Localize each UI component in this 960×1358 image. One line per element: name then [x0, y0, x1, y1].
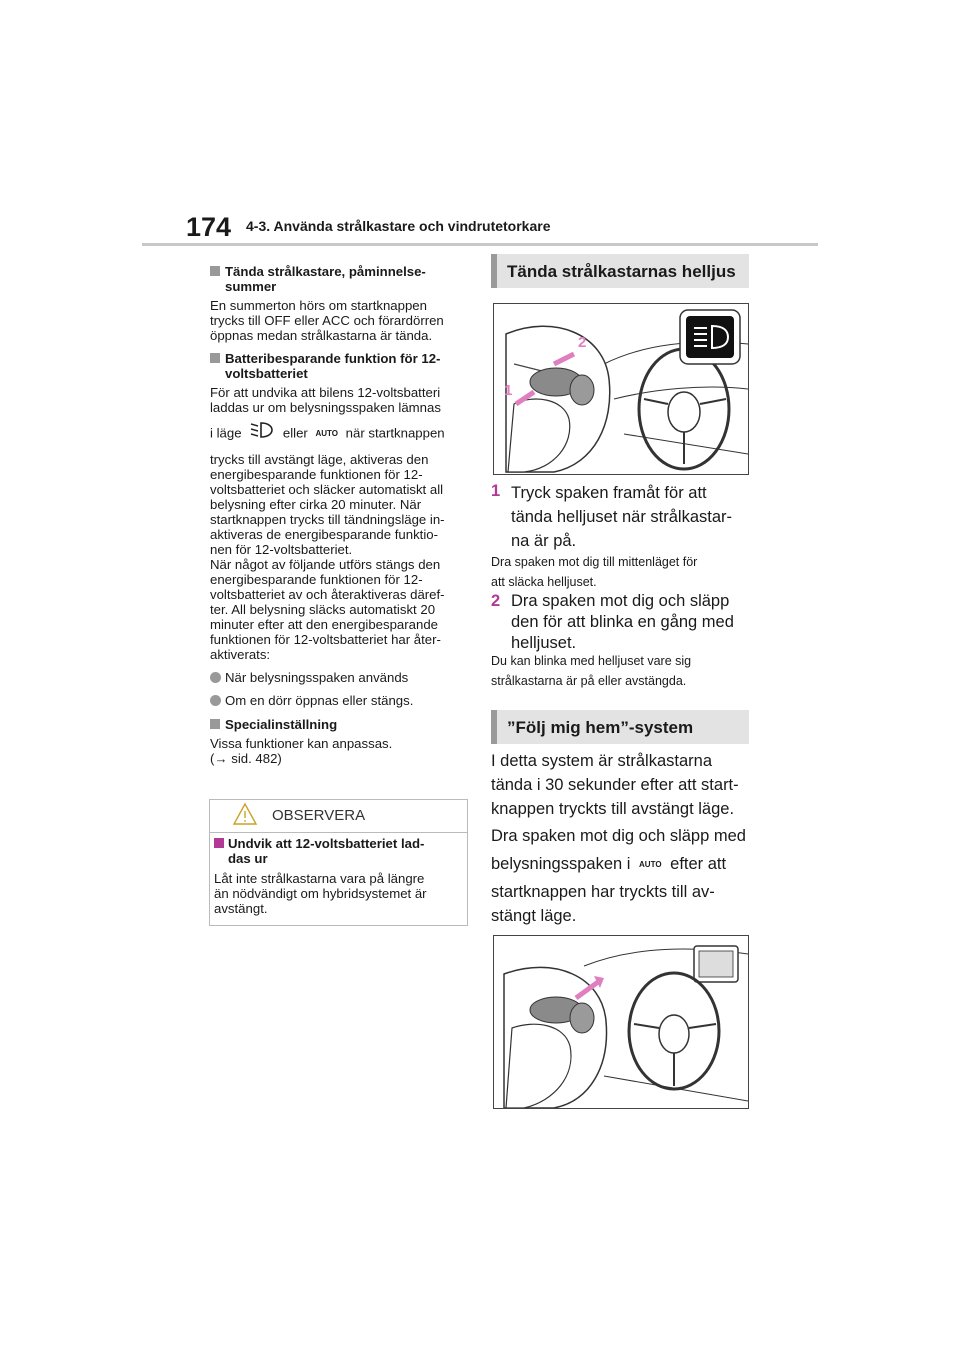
step-number: 1 [491, 482, 501, 500]
header-divider [142, 243, 818, 246]
section-title: ”Följ mig hem”-system [507, 718, 694, 737]
square-bullet-icon [214, 838, 224, 848]
round-bullet-icon [210, 695, 221, 706]
high-beam-illustration [493, 303, 749, 475]
note-text: Du kan blinka med helljuset vare sig strålkastarna är på eller avstängda. [491, 654, 692, 688]
figure-label-2: 2 [578, 334, 587, 351]
paragraph: En summerton hörs om startknappen trycks till OFF eller ACC och förardörren öppnas medan strålkastarna är tända. [210, 298, 444, 343]
list-item: När belysningsspaken används [210, 670, 468, 685]
figure-label-1: 1 [504, 382, 513, 399]
page-number: 174 [186, 212, 232, 242]
left-column [210, 258, 468, 766]
notice-body: Undvik att 12-voltsbatteriet lad- das ur Låt inte strålkastarna vara på längre än nödvändigt om hybridsystemet är avstängt. [210, 833, 467, 916]
notice-box [209, 799, 468, 926]
paragraph: För att undvika att bilens 12-voltsbatteri laddas ur om belysningsspaken lämnas i läge eller AUTO när startknappen trycks till avstängt läge, aktiveras den energibesparande funktionen för 12- voltsbatteriet och släcker automatiskt all belysning efter cirka 20 minuter. När startknappen trycks till tändningsläge in- aktiveras de energibesparande funktio- nen för 12-voltsbatteriet. När något av följande utförs stängs den energibesparande funktionen för 12- voltsbatteriet av och återaktiveras däref- ter. All belysning släcks automatiskt 20 minuter efter att den energibesparande funktionen för 12-voltsbatteriet har åter- aktiverats: [210, 385, 445, 662]
round-bullet-icon [210, 672, 221, 683]
section-heading: Batteribesparande funktion för 12- voltsbatteriet [210, 351, 468, 381]
notice-title: OBSERVERA [272, 807, 366, 824]
note-text: Dra spaken mot dig till mittenläget för att släcka helljuset. [491, 555, 698, 589]
square-bullet-icon [210, 266, 220, 276]
list-item: Om en dörr öppnas eller stängs. [210, 693, 468, 708]
auto-icon: AUTO [639, 859, 662, 869]
section-title-bar [491, 254, 749, 288]
section-heading: Tända strålkastare, påminnelse- summer [210, 264, 468, 294]
chapter-title: 4-3. Använda strålkastare och vindrutetorkare [246, 218, 551, 234]
square-bullet-icon [210, 719, 220, 729]
notice-heading: Undvik att 12-voltsbatteriet lad- das ur [214, 836, 461, 866]
paragraph: I detta system är strålkastarna tända i 30 sekunder efter att start- knappen tryckts till avstängt läge. Dra spaken mot dig och släpp med belysningsspaken i AUTO efter att startknappen har tryckts till av- stängt läge. [491, 752, 746, 925]
auto-icon: AUTO [315, 429, 338, 438]
page-reference-link[interactable]: (→ sid. 482) [210, 751, 282, 766]
warning-triangle-icon [232, 802, 258, 831]
headlight-low-beam-icon [249, 420, 275, 448]
step-2: 2 Dra spaken mot dig och släpp den för att blinka en gång med helljuset. [491, 592, 734, 652]
square-bullet-icon [210, 353, 220, 363]
paragraph: Vissa funktioner kan anpassas. (→ sid. 482) [210, 736, 468, 766]
section-title: Tända strålkastarnas helljus [507, 262, 736, 281]
step-1: 1 Tryck spaken framåt för att tända helljuset när strålkastar- na är på. [491, 482, 733, 550]
section-title-bar [491, 710, 749, 744]
step-number: 2 [491, 592, 501, 610]
follow-me-home-illustration [493, 935, 749, 1109]
section-heading: Specialinställning [210, 717, 468, 732]
notice-header [210, 800, 467, 833]
